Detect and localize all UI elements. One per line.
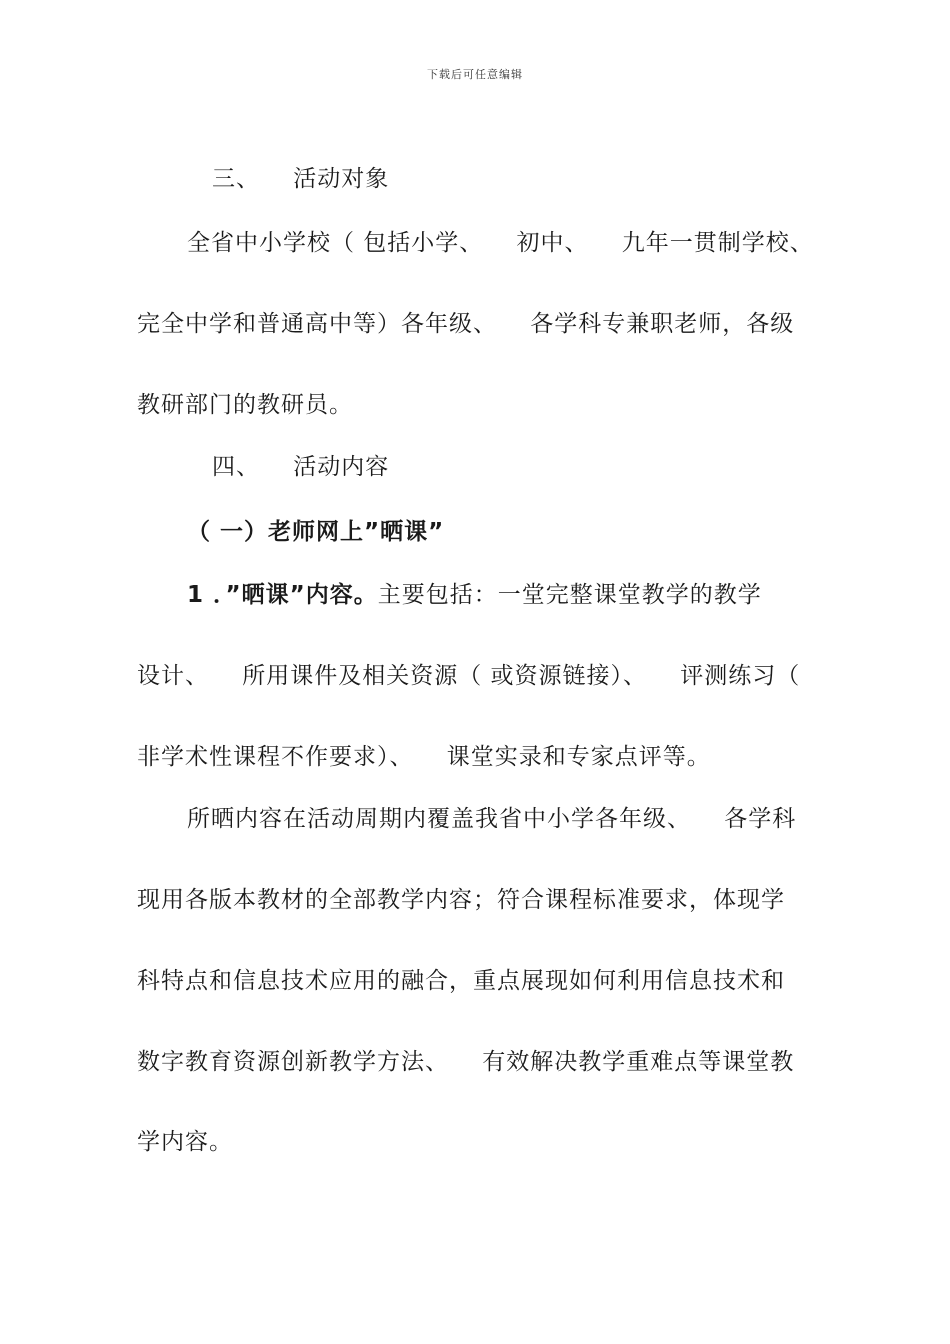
paragraph-line: 学内容。 [137,1129,233,1155]
page-header: 下载后可任意编辑 [427,68,523,81]
paragraph-line: 完全中学和普通高中等）各年级、 各学科专兼职老师，各级 [137,311,795,337]
paragraph-line: 数字教育资源创新教学方法、 有效解决教学重难点等课堂教 [137,1049,795,1075]
paragraph-line: 教研部门的教研员。 [137,392,353,418]
item-text: 主要包括：一堂完整课堂教学的教学 [377,582,762,608]
section-heading-4: 四、 活动内容 [212,454,390,480]
item-title: 1 ．”晒课”内容。 [187,582,378,608]
paragraph-line: 现用各版本教材的全部教学内容；符合课程标准要求，体现学 [137,887,785,913]
paragraph-line-first [187,580,762,610]
paragraph-line: 所晒内容在活动周期内覆盖我省中小学各年级、 各学科 [187,806,797,832]
paragraph-line: 科特点和信息技术应用的融合，重点展现如何利用信息技术和 [137,968,785,994]
paragraph-line: 设计、 所用课件及相关资源（ 或资源链接）、 评测练习（ [137,663,801,689]
paragraph-line: 全省中小学校（ 包括小学、 初中、 九年一贯制学校、 [187,230,814,256]
paragraph-line: 非学术性课程不作要求）、 课堂实录和专家点评等。 [137,744,711,770]
subsection-heading: （ 一）老师网上”晒课” [187,519,445,545]
section-heading-3: 三、 活动对象 [212,166,390,192]
